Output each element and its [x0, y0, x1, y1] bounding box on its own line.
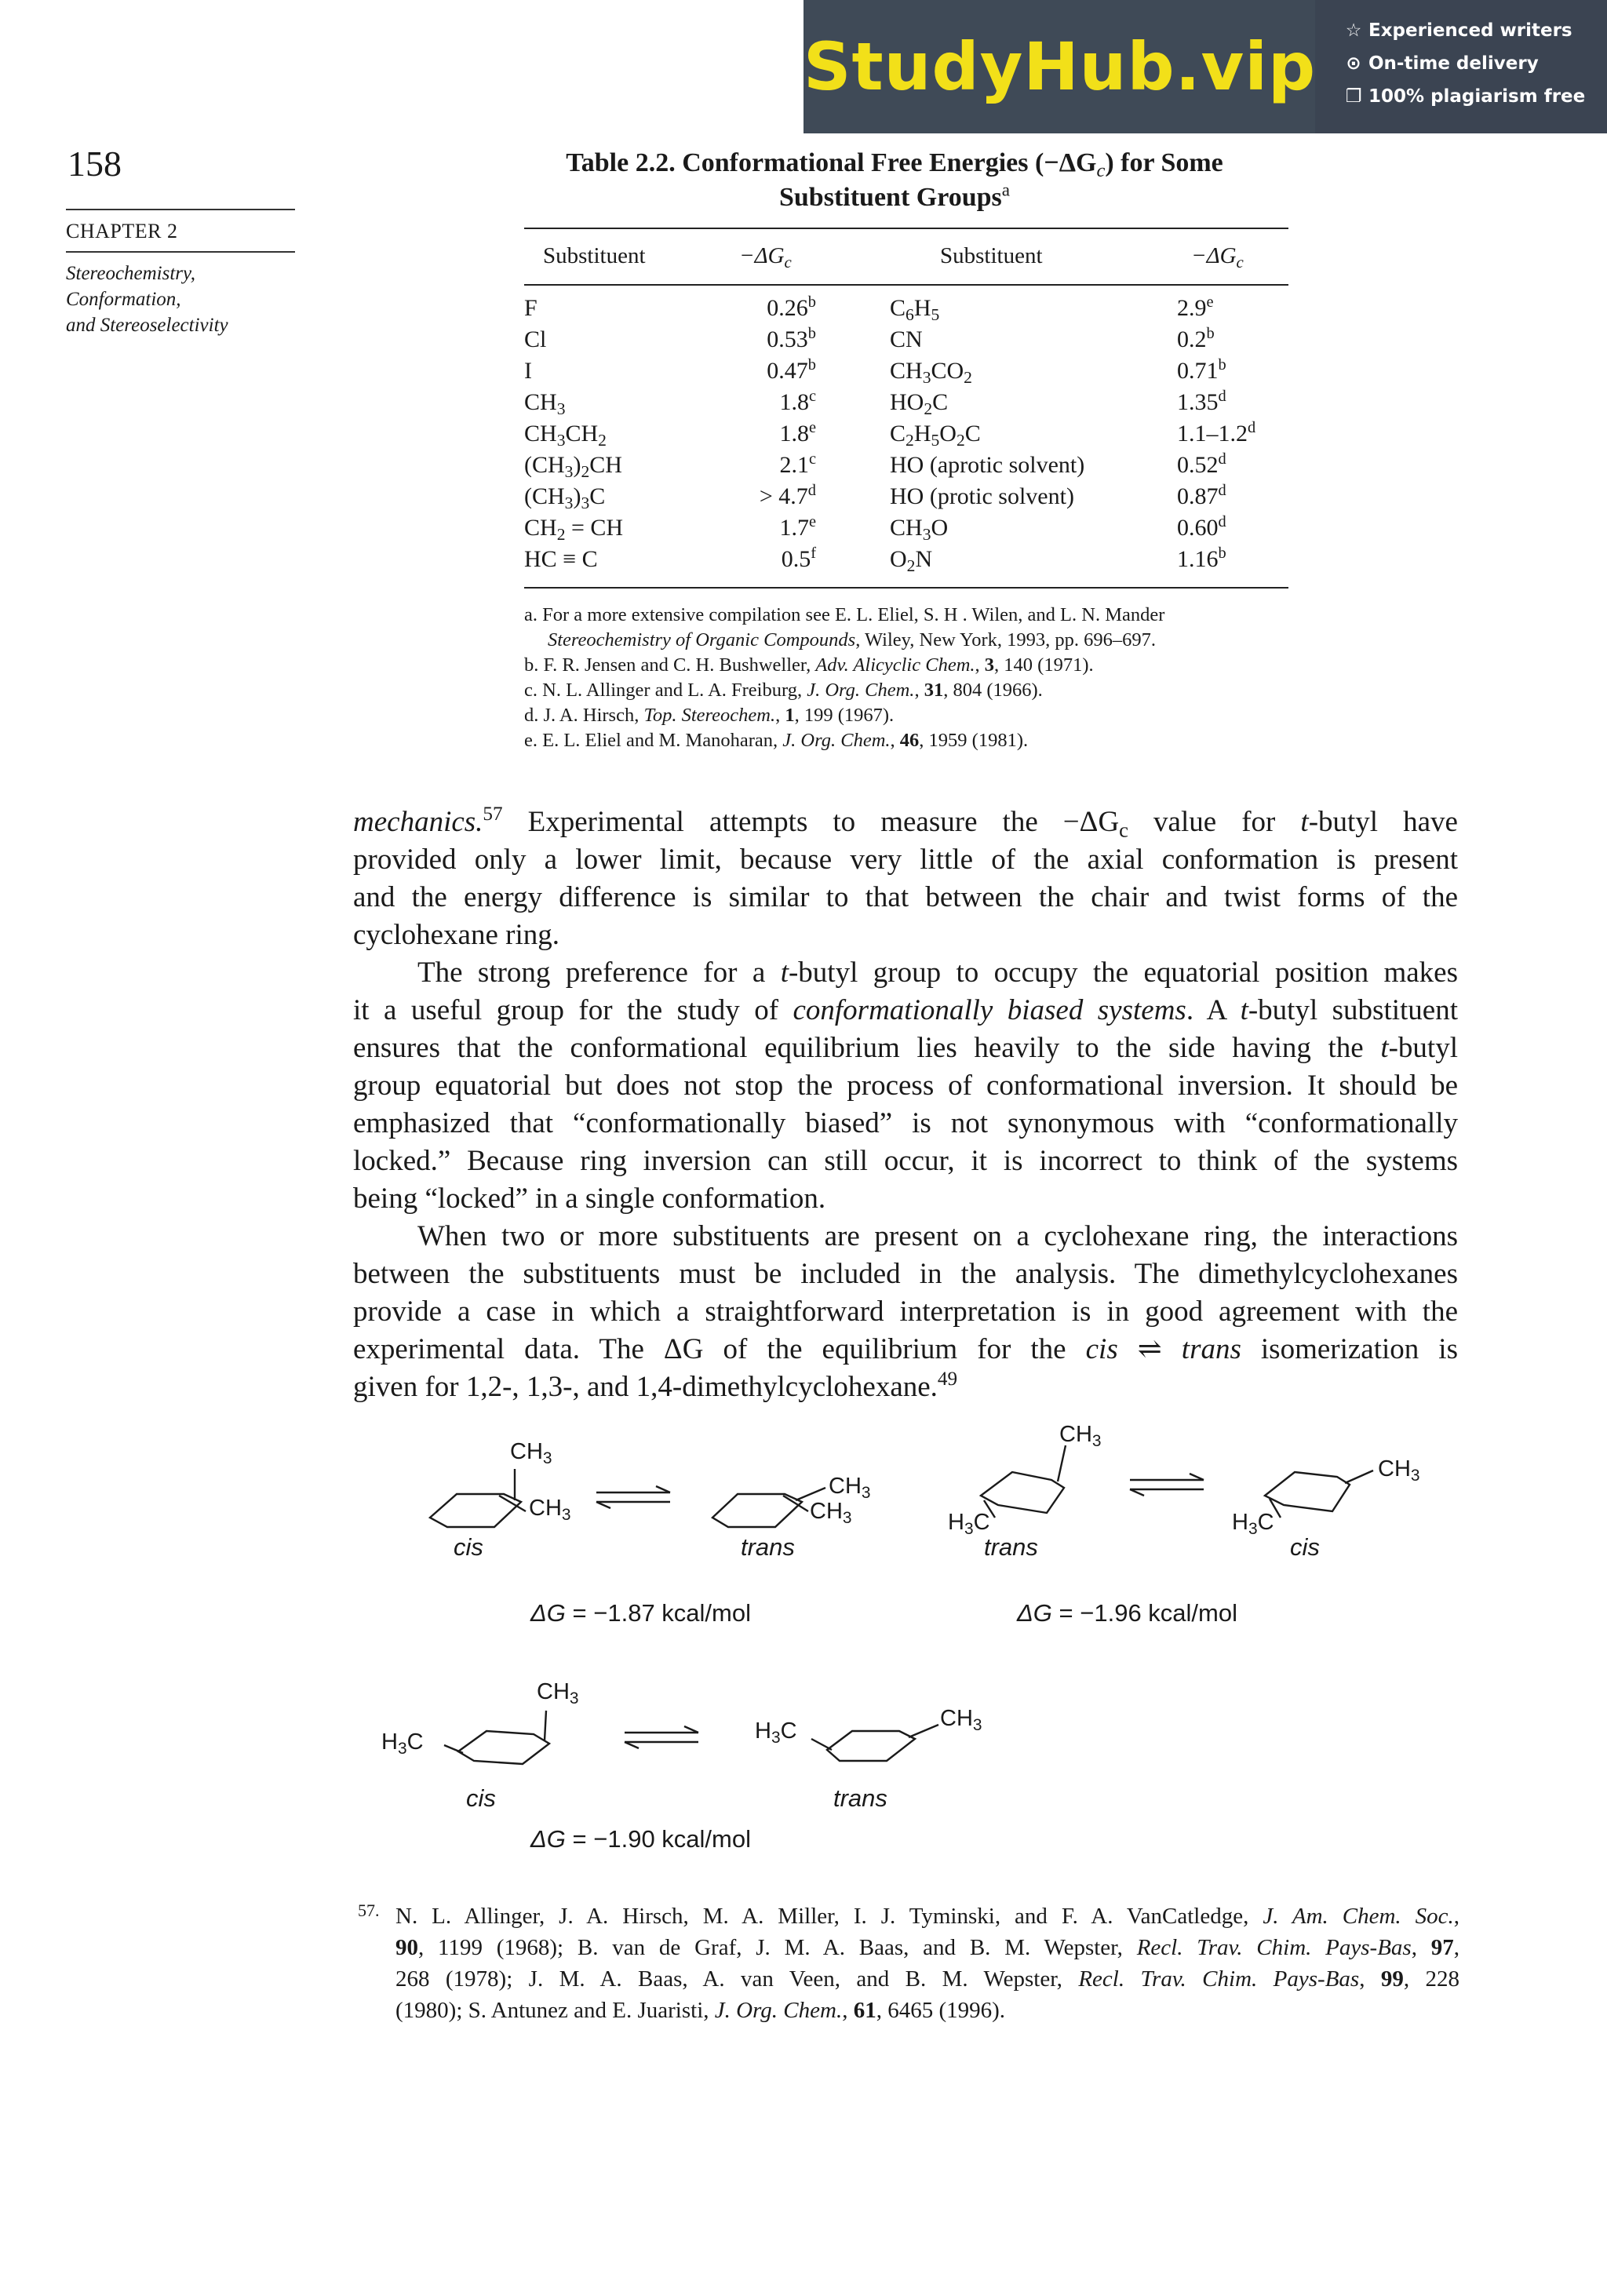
- table-cell: 0.26$^b$: [767, 293, 816, 321]
- table-cell: 0.71$^b$: [1177, 355, 1226, 384]
- methyl-label: $CH_3$: [940, 1706, 982, 1734]
- equatorial-bond: [499, 1496, 526, 1511]
- table-cell: $HO_2C$: [890, 389, 949, 419]
- methyl-label: $H_3C$: [755, 1718, 797, 1747]
- body-line: The strong preference for a t-butyl group to occupy the equatorial position makes: [417, 957, 1459, 989]
- table-cell: $C_2H_5O_2C$: [890, 421, 981, 450]
- body-line: given for 1,2-, 1,3-, and 1,4-dimethylcyclohexane.$^{49}$: [353, 1368, 958, 1403]
- chapter-subtitle: Stereochemistry, Conformation, and Stereoselectivity: [66, 263, 228, 336]
- table-cell: 2.9e: [1177, 293, 1214, 321]
- table-top-rule: [524, 228, 1288, 229]
- equatorial-bond: [811, 1739, 832, 1750]
- methyl-label: $CH_3$: [529, 1496, 571, 1524]
- table-cell: CN: [890, 326, 923, 352]
- header-dg-2: $-\Delta G_c$: [1191, 243, 1244, 272]
- delta-g-value: ΔG = −1.90 kcal/mol: [530, 1825, 751, 1853]
- table-cell: 0.52$^d$: [1177, 450, 1226, 478]
- body-line: being “locked” in a single conformation.: [353, 1183, 826, 1215]
- table-cell: 0.2$^b$: [1177, 324, 1215, 352]
- body-line: locked.” Because ring inversion can still occur, it is incorrect to think of the systems: [353, 1145, 1458, 1177]
- isomer-label: trans: [741, 1533, 795, 1561]
- footnote-line: N. L. Allinger, J. A. Hirsch, M. A. Miller, I. J. Tyminski, and F. A. VanCatledge, J. Am. Chem. Soc.,: [395, 1904, 1459, 1929]
- isomer-label: cis: [466, 1784, 496, 1812]
- body-line: When two or more substituents are present on a cyclohexane ring, the interactions: [417, 1220, 1458, 1252]
- isomer-label: cis: [1290, 1533, 1320, 1561]
- methyl-label: $CH_3$: [810, 1499, 852, 1527]
- banner-feature-delivery: ⊙ On-time delivery: [1343, 53, 1539, 74]
- table-cell: $CH_3CH_2$: [524, 421, 607, 450]
- body-line: provide a case in which a straightforward interpretation is in good agreement with the: [353, 1296, 1458, 1328]
- table-footnote-a: a. For a more extensive compilation see E. L. Eliel, S. H . Wilen, and L. N. Mander: [524, 604, 1165, 625]
- equatorial-bond: [1345, 1471, 1373, 1483]
- footnote-number: 57.: [358, 1901, 380, 1920]
- methyl-label: $CH_3$: [537, 1679, 579, 1707]
- equatorial-bond: [783, 1496, 808, 1511]
- table-cell: 0.60$^d$: [1177, 512, 1226, 541]
- body-line: it a useful group for the study of conformationally biased systems. A t-butyl substituent: [353, 994, 1458, 1026]
- banner-feature-writers: ☆ Experienced writers: [1343, 20, 1572, 41]
- methyl-label: $CH_3$: [1378, 1456, 1420, 1485]
- table-header-rule: [524, 284, 1288, 286]
- table-cell: > 4.7$^d$: [759, 481, 816, 509]
- table-cell: $(CH_3)_3C$: [524, 483, 606, 513]
- footnote-line: (1980); S. Antunez and E. Juaristi, J. Org. Chem., 61, 6465 (1996).: [395, 1998, 1006, 2023]
- axial-bond: [1058, 1445, 1066, 1481]
- table-title: Table 2.2. Conformational Free Energies $(-\Delta G_c)$ for Some Substituent Groups$^a$: [566, 148, 1223, 212]
- table-cell: 0.87$^d$: [1177, 481, 1226, 509]
- body-line: experimental data. The ΔG of the equilibrium for the cis ⇌ trans isomerization is: [353, 1333, 1458, 1365]
- isomer-label: trans: [984, 1533, 1038, 1561]
- methyl-label: $H_3C$: [381, 1729, 424, 1758]
- methyl-label: $CH_3$: [829, 1474, 871, 1502]
- header-substituent: Substituent: [543, 243, 646, 268]
- footnote-line: 268 (1978); J. M. A. Baas, A. van Veen, and B. M. Wepster, Recl. Trav. Chim. Pays-Bas, 99, 228: [395, 1966, 1460, 1992]
- equatorial-bond: [444, 1745, 463, 1753]
- copy-icon: ❐: [1345, 86, 1362, 107]
- body-line: provided only a lower limit, because very little of the axial conformation is present: [353, 844, 1458, 876]
- table-footnote-b: b. F. R. Jensen and C. H. Bushweller, Adv. Alicyclic Chem., 3, 140 (1971).: [524, 654, 1094, 676]
- methyl-label: $H_3C$: [948, 1510, 990, 1538]
- table-cell: 1.8$^c$: [779, 387, 816, 415]
- table-cell: $(CH_3)_2CH$: [524, 452, 622, 482]
- cyclohexane-ring: [827, 1731, 915, 1761]
- table-cell: HO (protic solvent): [890, 483, 1074, 509]
- body-line: ensures that the conformational equilibrium lies heavily to the side having the t-butyl: [353, 1032, 1458, 1064]
- table-cell: I: [524, 358, 532, 384]
- banner-feature-plagiarism: ❐ 100% plagiarism free: [1343, 86, 1585, 107]
- methyl-label: $H_3C$: [1232, 1510, 1274, 1538]
- table-footnote-c: c. N. L. Allinger and L. A. Freiburg, J. Org. Chem., 31, 804 (1966).: [524, 680, 1043, 701]
- table-cell: 1.1–1.2$^d$: [1177, 418, 1256, 446]
- footnote-line: 90, 1199 (1968); B. van de Graf, J. M. A. Baas, and B. M. Wepster, Recl. Trav. Chim. Pays-Bas, 97,: [395, 1935, 1460, 1960]
- body-line: and the energy difference is similar to that between the chair and twist forms of the: [353, 881, 1458, 913]
- table-footnote-d: d. J. A. Hirsch, Top. Stereochem., 1, 199 (1967).: [524, 705, 895, 726]
- table-cell: $CH_3CO_2$: [890, 358, 972, 388]
- isomer-label: cis: [454, 1533, 483, 1561]
- methyl-label: $CH_3$: [1059, 1422, 1102, 1450]
- page-number: 158: [67, 144, 122, 184]
- chapter-label: CHAPTER 2: [66, 220, 178, 242]
- table-cell: Cl: [524, 326, 547, 352]
- body-line: between the substituents must be included in the analysis. The dimethylcyclohexanes: [353, 1258, 1458, 1290]
- cyclohexane-ring: [981, 1472, 1064, 1513]
- table-cell: 0.5$^f$: [781, 544, 816, 572]
- table-cell: $CH_3$: [524, 389, 566, 419]
- cyclohexane-ring: [712, 1494, 802, 1527]
- header-substituent-2: Substituent: [940, 243, 1043, 268]
- table-cell: 1.16$^b$: [1177, 544, 1226, 572]
- table-cell: 1.8e: [779, 418, 816, 446]
- table-cell: HC ≡ C: [524, 546, 598, 572]
- table-cell: $CH_2$ = CH: [524, 515, 624, 545]
- header-dg: $-\Delta G_c$: [739, 243, 792, 272]
- margin-rule: [66, 209, 295, 210]
- table-cell: 1.35$^d$: [1177, 387, 1226, 415]
- table-footnote-e: e. E. L. Eliel and M. Manoharan, J. Org. Chem., 46, 1959 (1981).: [524, 730, 1029, 751]
- cyclohexane-ring: [1265, 1472, 1350, 1511]
- table-cell: $O_2N$: [890, 546, 933, 576]
- body-line: group equatorial but does not stop the process of conformational inversion. It should be: [353, 1070, 1458, 1102]
- table-cell: 2.1$^c$: [779, 450, 816, 478]
- margin-rule: [66, 251, 295, 253]
- body-line: emphasized that “conformationally biased” is not synonymous with “conformationally: [353, 1107, 1458, 1139]
- banner-logo[interactable]: StudyHub.vip: [804, 0, 1315, 133]
- table-cell: 0.53$^b$: [767, 324, 816, 352]
- table-cell: F: [524, 295, 537, 321]
- table-cell: $C_6H_5$: [890, 295, 940, 325]
- cyclohexane-ring: [430, 1494, 521, 1527]
- clock-icon: ⊙: [1346, 53, 1361, 74]
- cyclohexane-ring: [458, 1731, 549, 1764]
- star-icon: ☆: [1345, 20, 1362, 41]
- isomer-label: trans: [833, 1784, 887, 1812]
- body-line: mechanics.$^{57}$ Experimental attempts to measure the $-\Delta G_c$ value for t-butyl have: [353, 804, 1458, 842]
- methyl-label: $CH_3$: [510, 1439, 552, 1467]
- equatorial-bond: [909, 1725, 938, 1737]
- table-cell: HO (aprotic solvent): [890, 452, 1085, 478]
- table-footnote-a-cont: Stereochemistry of Organic Compounds, Wiley, New York, 1993, pp. 696–697.: [548, 629, 1157, 651]
- table-bottom-rule: [524, 587, 1288, 589]
- delta-g-value: ΔG = −1.87 kcal/mol: [530, 1599, 751, 1627]
- table-cell: 1.7e: [779, 512, 816, 541]
- body-line: cyclohexane ring.: [353, 919, 559, 951]
- axial-bond: [545, 1711, 546, 1740]
- table-cell: $CH_3O$: [890, 515, 949, 545]
- delta-g-value: ΔG = −1.96 kcal/mol: [1017, 1599, 1237, 1627]
- table-cell: 0.47$^b$: [767, 355, 816, 384]
